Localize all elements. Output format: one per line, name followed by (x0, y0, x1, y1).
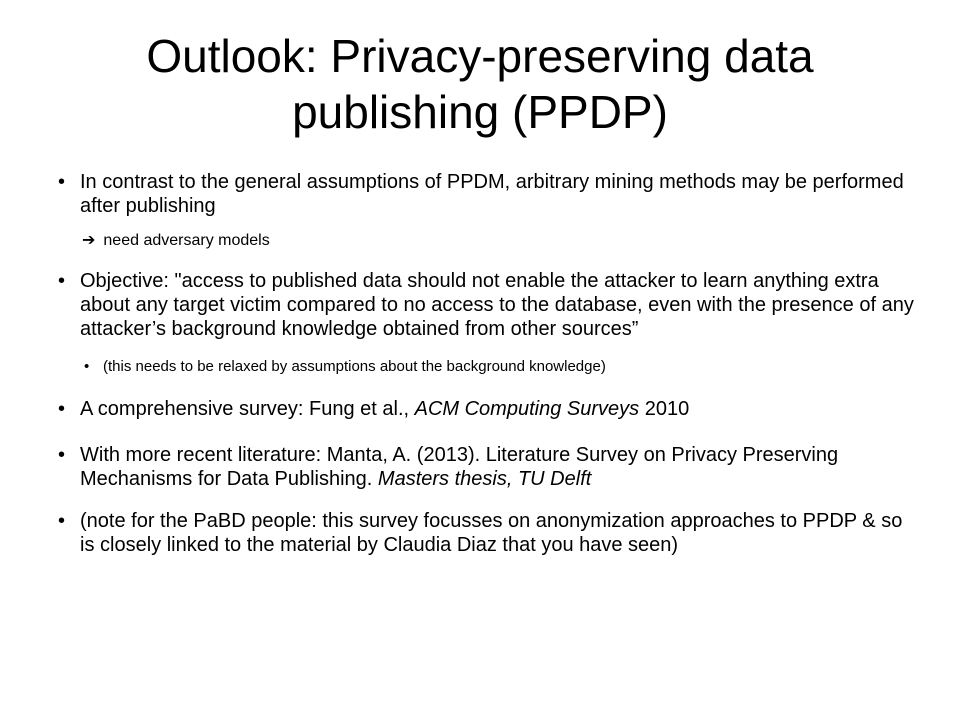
bullet-recent-literature (58, 443, 918, 491)
bullet-dot-icon: • (58, 398, 66, 420)
sub-bullet-relaxed-assumptions (58, 357, 918, 377)
bullet-dot-icon: • (84, 358, 90, 375)
bullet-text: (note for the PaBD people: this survey focusses on anonymization approaches to PPDP & so is closely linked to the material by Claudia Diaz that you have seen) (80, 510, 903, 556)
sub-bullet-text: (this needs to be relaxed by assumptions about the background knowledge) (103, 358, 606, 375)
bullet-text-prefix: A comprehensive survey: Fung et al., (80, 398, 415, 420)
bullet-ppdm-assumptions (58, 170, 918, 218)
bullet-text: Objective: "access to published data should not enable the attacker to learn anything extra about any target victim compared to no access to the database, even with the presence of any attacker’s background knowledge obtained from other sources” (80, 270, 914, 340)
slide-title-line-2: publishing (PPDP) (292, 86, 668, 138)
bullet-text-prefix: With more recent literature: Manta, A. (2013). Literature Survey on Privacy Preserving Mechanisms for Data Publishing. (80, 444, 839, 490)
arrow-note-text: need adversary models (103, 232, 270, 249)
slide-title (40, 28, 920, 140)
slide-body (58, 170, 918, 557)
bullet-comprehensive-survey (58, 397, 918, 421)
bullet-pabd-note (58, 509, 918, 557)
slide-title-line-1: Outlook: Privacy-preserving data (146, 30, 814, 82)
bullet-dot-icon: • (58, 171, 66, 193)
bullet-text-suffix: 2010 (639, 398, 690, 420)
bullet-text: In contrast to the general assumptions of PPDM, arbitrary mining methods may be performed after publishing (80, 171, 904, 217)
journal-name: ACM Computing Surveys (414, 398, 640, 420)
thesis-source: Masters thesis, TU Delft (377, 468, 592, 490)
right-arrow-icon: ➔ (82, 230, 96, 249)
arrow-note (58, 230, 918, 251)
bullet-dot-icon: • (58, 510, 66, 532)
bullet-dot-icon: • (58, 270, 66, 292)
bullet-dot-icon: • (58, 444, 66, 466)
bullet-objective (58, 269, 918, 341)
